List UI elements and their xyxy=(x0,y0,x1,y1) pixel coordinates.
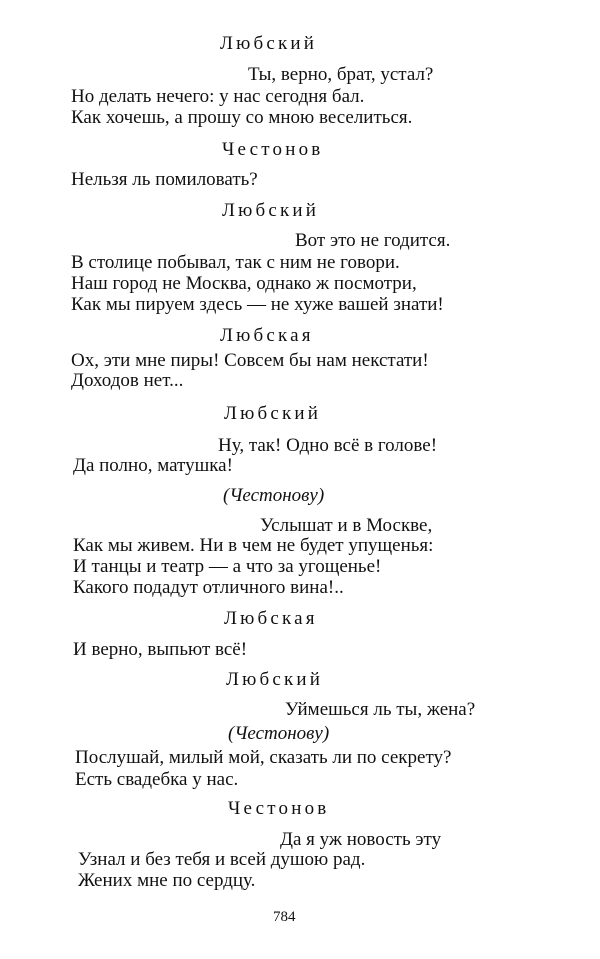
speaker-name: Любский xyxy=(222,200,320,221)
speaker-name: Любский xyxy=(220,33,318,54)
verse-line: Как мы пируем здесь — не хуже вашей знати! xyxy=(71,294,444,315)
verse-line: Ты, верно, брат, устал? xyxy=(248,64,434,85)
verse-line: Послушай, милый мой, сказать ли по секрету? xyxy=(75,747,452,768)
verse-line: Уймешься ль ты, жена? xyxy=(285,699,476,720)
verse-line: Доходов нет... xyxy=(71,370,184,391)
verse-line: Ох, эти мне пиры! Совсем бы нам некстати! xyxy=(71,350,429,371)
verse-line: И танцы и театр — а что за угощенье! xyxy=(73,556,382,577)
verse-line: Узнал и без тебя и всей душою рад. xyxy=(78,849,366,870)
speaker-name: Любский xyxy=(224,403,322,424)
verse-line: Как мы живем. Ни в чем не будет упущенья: xyxy=(73,535,434,556)
verse-line: Нельзя ль помиловать? xyxy=(71,169,258,190)
verse-line: Жених мне по сердцу. xyxy=(78,870,256,891)
speaker-name: Любская xyxy=(220,325,314,346)
page-number: 784 xyxy=(273,909,296,925)
speaker-name: Честонов xyxy=(222,139,324,160)
speaker-name: Любская xyxy=(224,608,318,629)
verse-line: В столице побывал, так с ним не говори. xyxy=(71,252,400,273)
verse-line: Какого подадут отличного вина!.. xyxy=(73,577,344,598)
verse-line: Ну, так! Одно всё в голове! xyxy=(218,435,438,456)
verse-line: Да я уж новость эту xyxy=(280,829,442,850)
stage-direction: (Честонову) xyxy=(228,723,330,744)
verse-line: Но делать нечего: у нас сегодня бал. xyxy=(71,86,365,107)
verse-line: Услышат и в Москве, xyxy=(260,515,433,536)
verse-line: Как хочешь, а прошу со мною веселиться. xyxy=(71,107,413,128)
speaker-name: Любский xyxy=(226,669,324,690)
speaker-name: Честонов xyxy=(228,798,330,819)
verse-line: Наш город не Москва, однако ж посмотри, xyxy=(71,273,417,294)
verse-line: И верно, выпьют всё! xyxy=(73,639,248,660)
stage-direction: (Честонову) xyxy=(223,485,325,506)
verse-line: Да полно, матушка! xyxy=(73,455,233,476)
verse-line: Есть свадебка у нас. xyxy=(75,769,239,790)
verse-line: Вот это не годится. xyxy=(295,230,451,251)
